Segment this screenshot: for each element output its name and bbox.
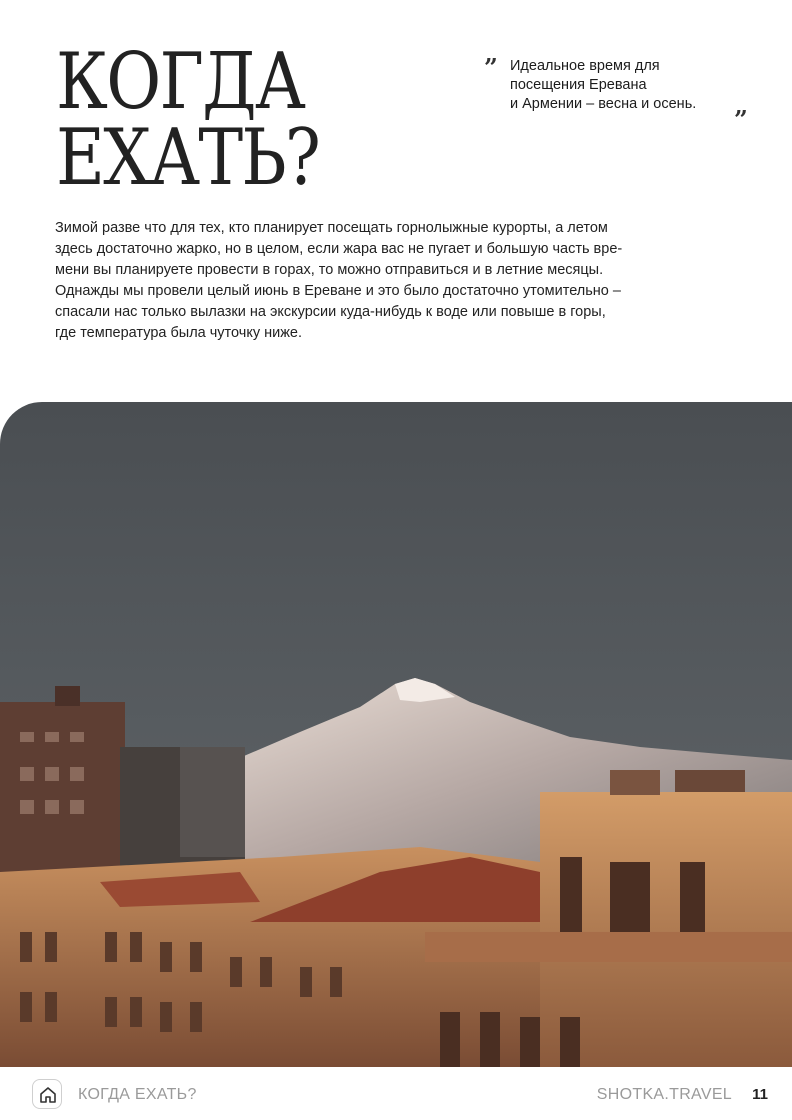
quote-line-2: посещения Еревана (510, 77, 647, 93)
chimney-2 (675, 770, 745, 792)
roof-structure (55, 686, 80, 706)
body-line: где температура была чуточку ниже. (55, 325, 303, 341)
body-line: Однажды мы провели целый июнь в Ереване и это было достаточно утомительно – (55, 283, 621, 299)
body-line: Зимой разве что для тех, кто планирует посещать горнолыжные курорты, а летом (55, 220, 608, 236)
home-icon[interactable] (32, 1079, 62, 1109)
home-icon-glyph (39, 1086, 57, 1104)
page-title (56, 37, 320, 203)
body-line: спасали нас только вылазки на экскурсии куда-нибудь к воде или повыше в горы, (55, 304, 606, 320)
page-footer (0, 1067, 792, 1120)
page-number: 11 (752, 1086, 768, 1103)
mountain-city-photo (0, 402, 792, 1067)
right-building-cornice (425, 932, 792, 962)
body-line: здесь достаточно жарко, но в целом, если жара вас не пугает и большую часть вре- (55, 241, 623, 257)
photo-illustration (0, 402, 792, 1067)
pull-quote (510, 57, 740, 114)
footer-site-link[interactable]: SHOTKA.TRAVEL (596, 1086, 732, 1103)
chimney (610, 770, 660, 795)
quote-line-3: и Армении – весна и осень. (510, 96, 697, 112)
grey-building-tower (180, 747, 245, 857)
close-quote-icon: ” (734, 105, 748, 134)
open-quote-icon: ” (484, 53, 498, 82)
quote-line-1: Идеальное время для (510, 58, 660, 74)
footer-section-label: КОГДА ЕХАТЬ? (78, 1086, 197, 1103)
body-paragraph (55, 218, 745, 344)
title-line-2: ЕХАТЬ? (56, 113, 320, 203)
left-building (0, 702, 125, 877)
title-line-1: КОГДА (56, 37, 305, 127)
body-line: мени вы планируете провести в горах, то можно отправиться и в летние месяцы. (55, 262, 604, 278)
